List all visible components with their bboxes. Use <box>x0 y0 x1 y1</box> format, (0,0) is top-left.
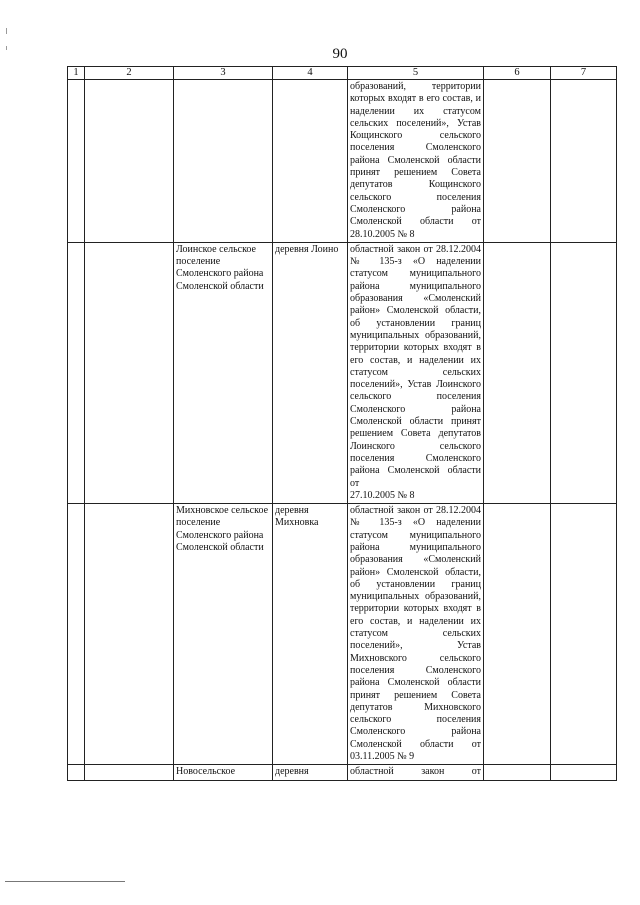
cell-col1 <box>68 504 85 765</box>
legal-basis-date: 27.10.2005 № 8 <box>350 489 415 501</box>
column-header-2: 2 <box>85 67 174 80</box>
column-header-5: 5 <box>348 67 484 80</box>
cell-col1 <box>68 765 85 780</box>
cell-col7 <box>551 765 617 780</box>
legal-basis-text: областной закон от 28.12.2004 № 135-з «О наделении статусом муниципального района муниципального образования «Смоленский район» Смоленской области, об установлении границ муниципальных образований, территории которых входят в его состав, и наделении их статусом сельских поселений», Устав Михновского сельского поселения Смоленского района Смоленской области принят решением Совета депутатов Михновского сельского поселения Смоленского района Смоленской области от <box>350 505 481 750</box>
legal-basis-date: 03.11.2005 № 9 <box>350 751 415 763</box>
cell-col6 <box>484 242 551 503</box>
cell-col2 <box>85 765 174 780</box>
cell-settlement: Лоинское сельское поселение Смоленского района Смоленской области <box>174 242 273 503</box>
cell-col2 <box>85 242 174 503</box>
column-header-1: 1 <box>68 67 85 80</box>
cell-col1 <box>68 242 85 503</box>
cell-legal-basis <box>348 504 484 765</box>
cell-settlement <box>174 80 273 243</box>
legal-basis-text: областной закон от <box>350 766 481 778</box>
cell-col2 <box>85 504 174 765</box>
column-header-6: 6 <box>484 67 551 80</box>
cell-col6 <box>484 504 551 765</box>
cell-settlement: Новосельское <box>174 765 273 780</box>
cell-legal-basis <box>348 242 484 503</box>
table-row <box>68 765 617 780</box>
cell-settlement: Михновское сельское поселение Смоленского района Смоленской области <box>174 504 273 765</box>
scan-edge-mark <box>6 28 7 34</box>
cell-center: деревня Михновка <box>273 504 348 765</box>
table-row <box>68 242 617 503</box>
legal-basis-date: 28.10.2005 № 8 <box>350 228 415 240</box>
column-number-row <box>68 67 617 80</box>
table-row <box>68 504 617 765</box>
footer-rule <box>5 881 125 882</box>
cell-col7 <box>551 504 617 765</box>
registry-table <box>67 66 617 781</box>
cell-center: деревня Лоино <box>273 242 348 503</box>
cell-col7 <box>551 80 617 243</box>
cell-center: деревня <box>273 765 348 780</box>
cell-col2 <box>85 80 174 243</box>
cell-center <box>273 80 348 243</box>
column-header-4: 4 <box>273 67 348 80</box>
legal-basis-text: областной закон от 28.12.2004 № 135-з «О наделении статусом муниципального района муниципального образования «Смоленский район» Смоленской области, об установлении границ муниципальных образований, территории которых входят в его состав, и наделении их статусом сельских поселений», Устав Лоинского сельского поселения Смоленского района Смоленской области принят решением Совета депутатов Лоинского сельского поселения Смоленского района Смоленской области от <box>350 243 481 489</box>
cell-col1 <box>68 80 85 243</box>
cell-col7 <box>551 242 617 503</box>
cell-col6 <box>484 80 551 243</box>
page-number: 90 <box>332 46 348 62</box>
cell-legal-basis <box>348 765 484 780</box>
column-header-3: 3 <box>174 67 273 80</box>
column-header-7: 7 <box>551 67 617 80</box>
cell-legal-basis <box>348 80 484 243</box>
cell-col6 <box>484 765 551 780</box>
table-row <box>68 80 617 243</box>
legal-basis-text: образований, территории которых входят в его состав, и наделении их статусом сельских поселений», Устав Кощинского сельского поселения Смоленского района Смоленской области принят решением Совета депутатов Кощинского сельского поселения Смоленского района Смоленской области от <box>350 81 481 228</box>
